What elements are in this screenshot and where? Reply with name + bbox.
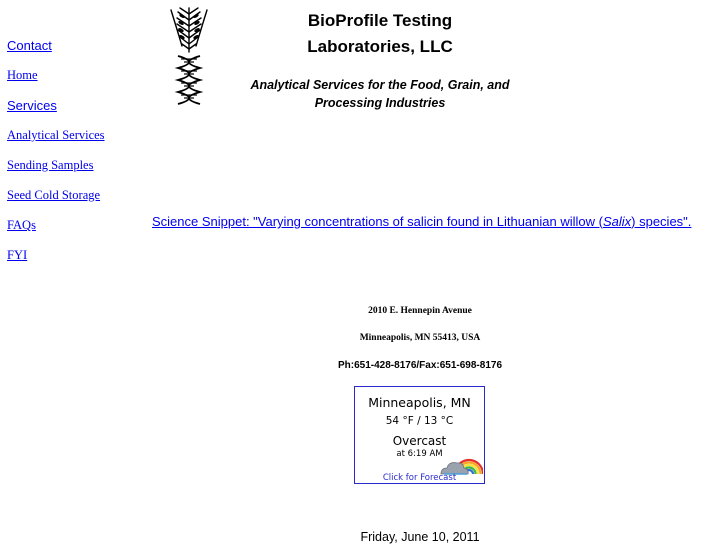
forecast-link[interactable]: Click for Forecast <box>382 473 457 483</box>
wheat-dna-logo <box>168 6 210 108</box>
weather-time: at 6:19 AM <box>396 449 443 459</box>
weather-condition: Overcast <box>392 434 447 448</box>
nav-link-analytical-services[interactable]: Analytical Services <box>7 128 105 142</box>
nav-link-fyi[interactable]: FYI <box>7 248 28 262</box>
nav-link-contact[interactable]: Contact <box>7 38 52 53</box>
weather-temperature: 54 °F / 13 °C <box>385 415 454 427</box>
tagline-line-2: Processing Industries <box>314 96 446 110</box>
nav-link-sending-samples[interactable]: Sending Samples <box>7 158 94 172</box>
snippet-italic: Salix <box>602 214 632 229</box>
nav-link-services[interactable]: Services <box>7 98 57 113</box>
snippet-prefix: Science Snippet: "Varying concentrations of salicin found in Lithuanian willow ( <box>152 214 603 229</box>
address-city: Minneapolis, MN 55413, USA <box>359 333 481 343</box>
company-name-line-2: Laboratories, LLC <box>307 37 453 56</box>
nav-link-seed-cold-storage[interactable]: Seed Cold Storage <box>7 188 101 202</box>
weather-widget[interactable] <box>354 386 485 484</box>
address-street: 2010 E. Hennepin Avenue <box>368 306 472 316</box>
snippet-suffix: ) species". <box>631 214 692 229</box>
weather-city: Minneapolis, MN <box>368 395 471 410</box>
nav-link-home[interactable]: Home <box>7 68 38 82</box>
company-name-line-1: BioProfile Testing <box>307 11 453 30</box>
science-snippet-link[interactable] <box>152 214 691 229</box>
current-date: Friday, June 10, 2011 <box>360 530 480 544</box>
tagline <box>230 76 530 112</box>
tagline-line-1: Analytical Services for the Food, Grain, and <box>250 78 510 92</box>
phone-fax: Ph:651-428-8176/Fax:651-698-8176 <box>338 360 502 371</box>
company-name <box>255 8 505 60</box>
nav-link-faqs[interactable]: FAQs <box>7 218 36 232</box>
